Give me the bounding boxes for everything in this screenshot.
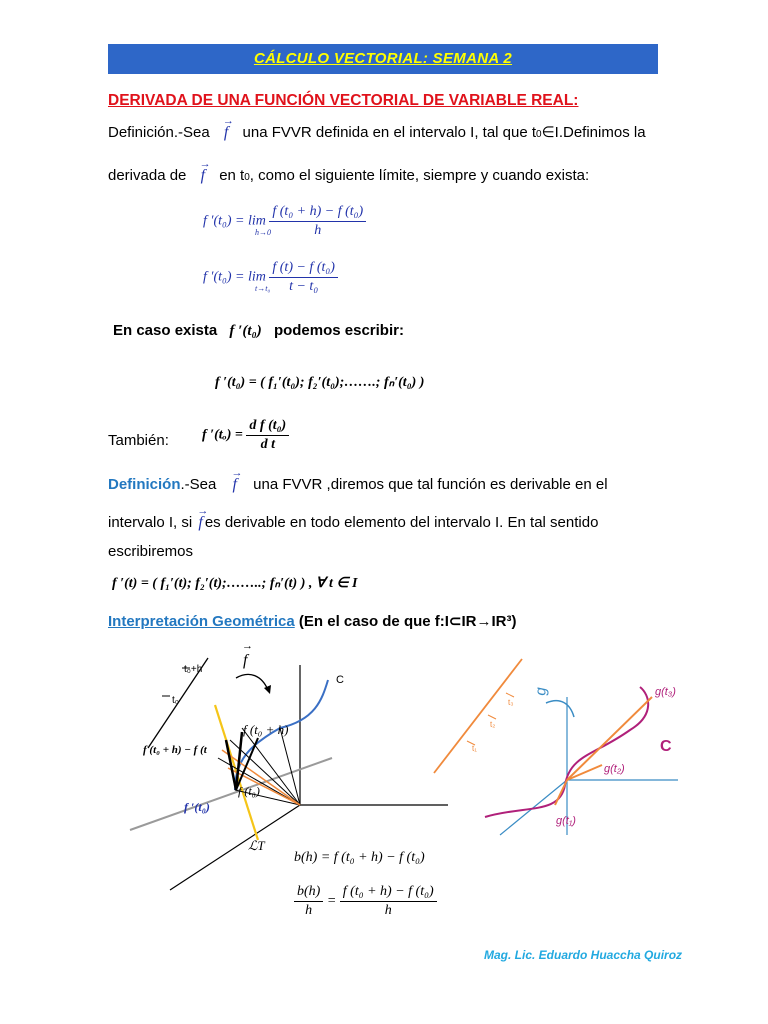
orange-parameter-line — [434, 659, 522, 773]
x-axis — [170, 805, 300, 890]
def2-line2: intervalo I, si → f es derivable en todo elemento del intervalo I. En tal sentido — [108, 514, 598, 532]
page-title: CÁLCULO VECTORIAL: SEMANA 2 — [253, 50, 513, 67]
components-equation-2: f ′(t) = ( f₁′(t); f₂′(t);……..; fₙ′(t) ) , ∀ t ∈ I — [112, 576, 358, 591]
header-banner — [108, 44, 658, 74]
tambien-label: También: — [108, 432, 169, 449]
tambien-equation: f ′(tₒ) = $\frac{\text{d f (t₀)}}{\text{d t}}$ — [202, 418, 289, 453]
section-title: DERIVADA DE UNA FUNCIÓN VECTORIAL DE VARIABLE REAL: — [108, 92, 579, 109]
def1-line2: derivada de → f en t0, como el siguiente límite, siempre y cuando exista: — [108, 167, 589, 187]
def1-line1: Definición.-Sea → f una FVVR definida en el intervalo I, tal que t0∈I.Definimos la — [108, 124, 646, 144]
exists-line: En caso exista f ′(t₀) podemos escribir: — [113, 322, 404, 339]
author-footer: Mag. Lic. Eduardo Huaccha Quiroz — [484, 948, 683, 962]
interpretation-heading: Interpretación Geométrica (En el caso de que f:I⊂IR→IR³) — [108, 613, 517, 630]
curved-arrow-icon — [236, 674, 268, 690]
vector-f: → f — [224, 124, 228, 142]
def2-line3: escribiremos — [108, 543, 194, 560]
limit-equation-1: f ′(t₀) = lim $\frac{\text{f (t₀ + h) − f (t₀)}}{h}$ h→0 — [203, 204, 366, 239]
def2-line1: Definición.-Sea → f una FVVR ,diremos que tal función es derivable en el — [108, 476, 608, 494]
limit-equation-2: f ′(t₀) = lim $\frac{\text{f (t) − f (t₀)}}{\text{t − t₀}}$ t→t₀ — [203, 260, 338, 295]
components-equation: f ′(t₀) = ( f₁′(t₀); f₂′(t₀);…….; fₙ′(t₀) ) — [215, 375, 425, 390]
bh-equation: $\frac{b(h)}{h}$ = $\frac{\text{f (t₀ + h) − f (t₀)}}{h}$ — [294, 884, 437, 919]
curved-arrow-right-icon — [546, 701, 574, 717]
